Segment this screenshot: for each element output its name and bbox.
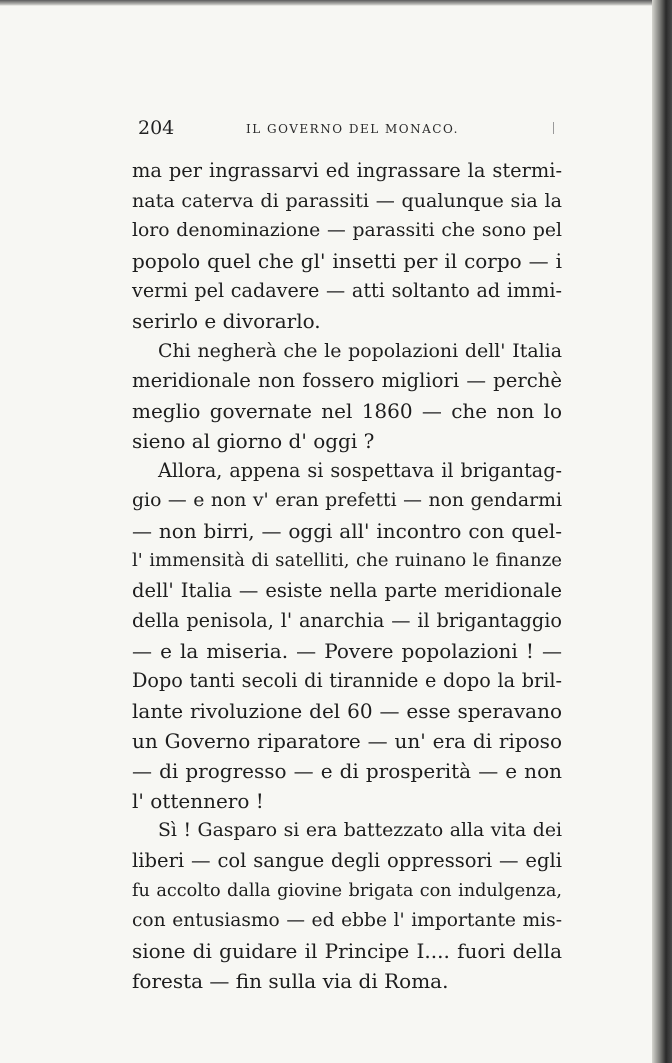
- page-number: 204: [138, 117, 175, 139]
- text-line: l' ottennero !: [132, 789, 264, 813]
- text-line: serirlo e divorarlo.: [132, 309, 321, 333]
- page-header: [132, 117, 558, 143]
- body-text: [132, 156, 562, 996]
- text-line: popolo quel che gl' insetti per il corpo — i: [132, 249, 562, 273]
- text-line: l' immensità di satelliti, che ruinano le finanze: [132, 550, 562, 571]
- text-line: della penisola, l' anarchia — il brigantaggio: [132, 609, 562, 632]
- text-line: dell' Italia — esiste nella parte meridionale: [132, 579, 562, 602]
- scan-top-edge: [0, 0, 672, 6]
- text-line: Chi negherà che le popolazioni dell' Italia: [158, 340, 562, 362]
- text-line: foresta — fin sulla via di Roma.: [132, 969, 449, 993]
- text-line: — di progresso — e di prosperità — e non: [132, 759, 562, 783]
- text-line: Allora, appena si sospettava il brigantag-: [158, 459, 562, 482]
- text-line: — e la miseria. — Povere popolazioni ! —: [132, 639, 562, 663]
- text-line: — non birri, — oggi all' incontro con quel-: [132, 519, 562, 543]
- text-line: sione di guidare il Principe I.... fuori della: [132, 939, 562, 963]
- margin-mark: [553, 122, 554, 134]
- text-line: con entusiasmo — ed ebbe l' importante mis-: [132, 910, 562, 931]
- text-line: lante rivoluzione del 60 — esse speravano: [132, 699, 562, 723]
- text-line: meglio governate nel 1860 — che non lo: [132, 399, 562, 423]
- text-line: Dopo tanti secoli di tirannide e dopo la bril-: [132, 669, 562, 692]
- text-line: sieno al giorno d' oggi ?: [132, 429, 375, 453]
- scan-right-edge: [652, 0, 672, 1063]
- text-line: ma per ingrassarvi ed ingrassare la stermi-: [132, 159, 562, 182]
- text-line: un Governo riparatore — un' era di riposo: [132, 729, 562, 753]
- text-line: loro denominazione — parassiti che sono pel: [132, 220, 562, 241]
- text-line: fu accolto dalla giovine brigata con indulgenza,: [132, 881, 562, 901]
- text-line: Sì ! Gasparo si era battezzato alla vita dei: [158, 820, 562, 841]
- text-line: nata caterva di parassiti — qualunque sia la: [132, 190, 562, 212]
- text-line: gio — e non v' eran prefetti — non gendarmi: [132, 490, 562, 511]
- text-line: meridionale non fossero migliori — perchè: [132, 369, 562, 392]
- text-line: vermi pel cadavere — atti soltanto ad immi-: [132, 279, 562, 302]
- text-line: liberi — col sangue degli oppressori — egli: [132, 849, 562, 872]
- running-head: IL GOVERNO DEL MONACO.: [246, 122, 459, 136]
